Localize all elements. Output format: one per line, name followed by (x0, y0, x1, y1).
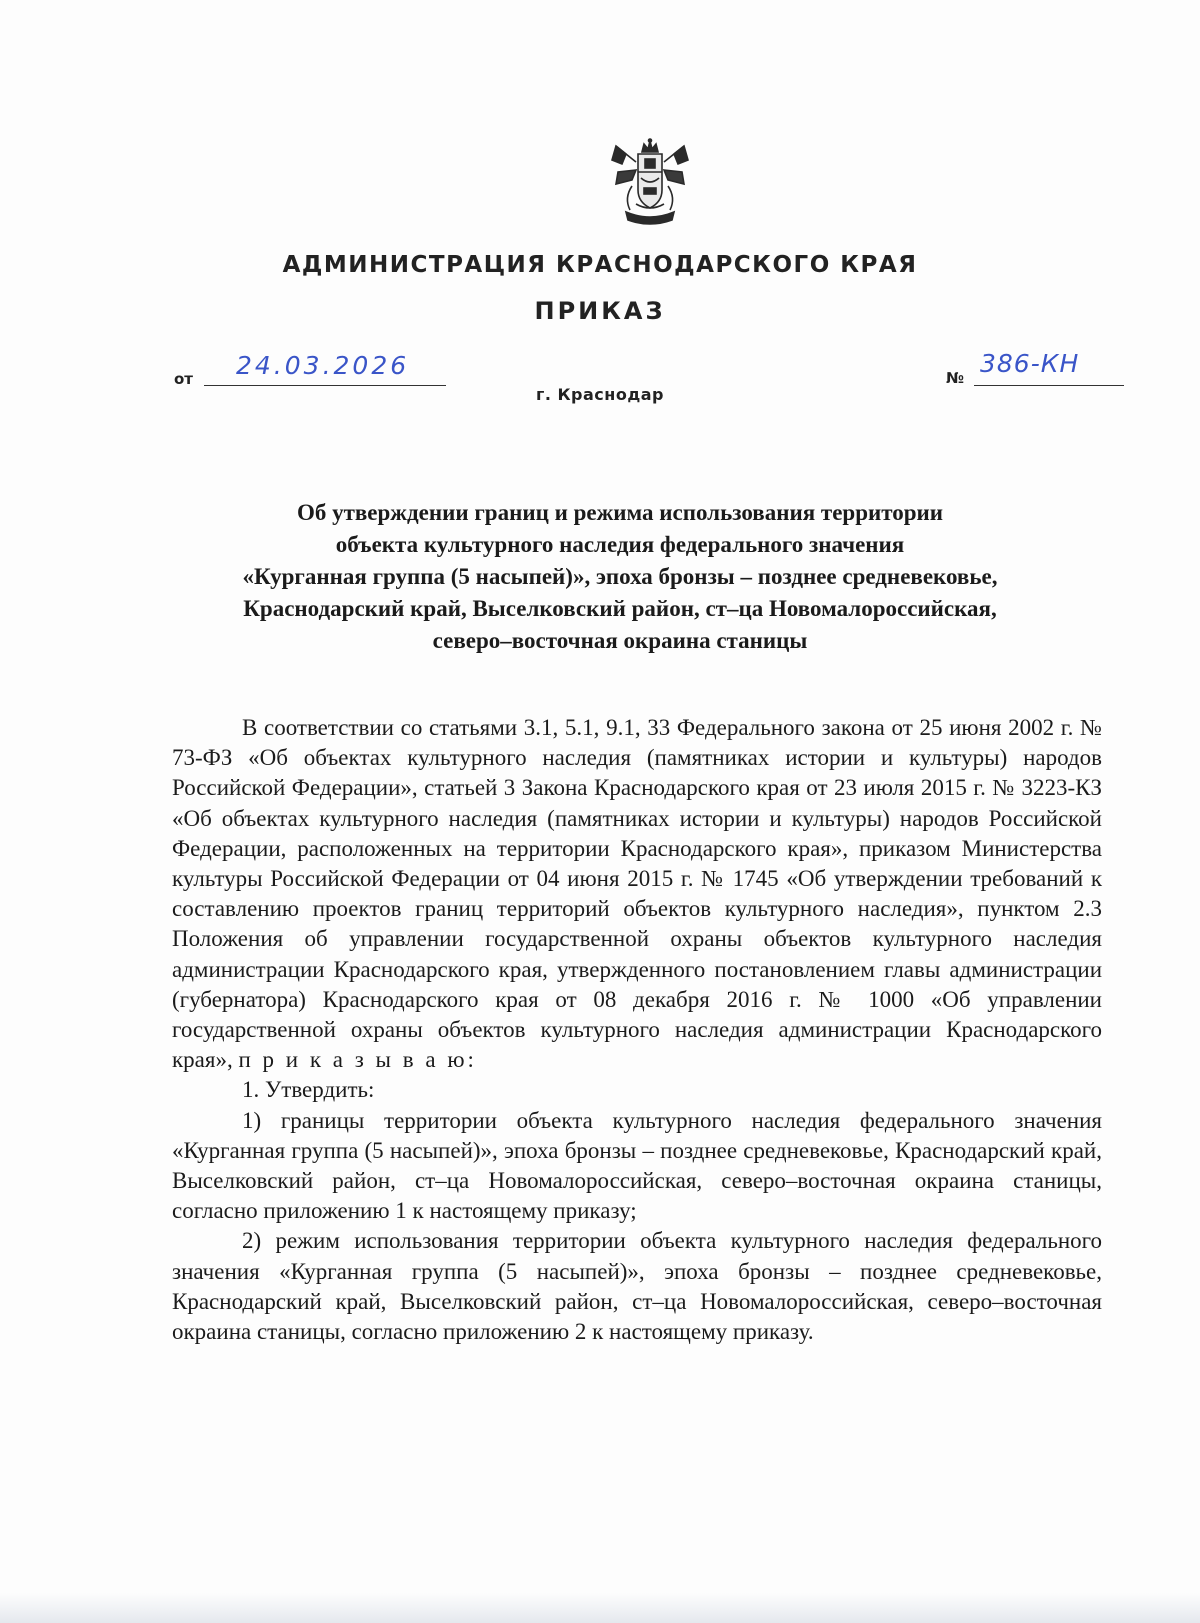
title-line: северо–восточная окраина станицы (432, 628, 808, 653)
item-1-2-paragraph: 2) режим использования территории объекта культурного наследия федерального значения «Курганная группа (5 насыпей)», эпоха бронзы – позднее средневековье, Краснодарский край, Выселковский район, ст–ца Новомалороссийская, северо–восточная окраина станицы, согласно приложению 2 к настоящему приказу. (172, 1228, 1102, 1345)
document-body (172, 713, 1102, 1347)
document-title (170, 497, 1070, 657)
coat-of-arms-icon (608, 138, 692, 230)
issuing-authority: АДМИНИСТРАЦИЯ КРАСНОДАРСКОГО КРАЯ (282, 252, 918, 278)
preamble-text: В соответствии со статьями 3.1, 5.1, 9.1, 33 Федерального закона от 25 июня 2002 г. № 73-ФЗ «Об объектах культурного наследия (памятниках истории и культуры) народов Российской Федерации», статьей 3 Закона Краснодарского края от 23 июля 2015 г. № 3223-КЗ «Об объектах культурного наследия (памятниках истории и культуры) народов Российской Федерации, расположенных на территории Краснодарского края», приказом Министерства культуры Российской Федерации от 04 июня 2015 г. № 1745 «Об утверждении требований к составлению проектов границ территорий объектов культурного наследия», пунктом 2.3 Положения об управлении государственной охраны объектов культурного наследия администрации Краснодарского края, утвержденного постановлением главы администрации (губернатора) Краснодарского края от 08 декабря 2016 г. № 1000 «Об управлении государственной охраны объектов культурного наследия администрации Краснодарского края», (172, 715, 1102, 1073)
date-label: от (174, 370, 193, 388)
city-name: г. Краснодар (535, 385, 665, 404)
order-word: п р и к а з ы в а ю: (238, 1047, 477, 1073)
item-1-paragraph: 1. Утвердить: (242, 1077, 375, 1103)
document-type: ПРИКАЗ (534, 297, 666, 325)
handwritten-number: 386-КН (980, 349, 1080, 378)
preamble-paragraph (172, 713, 1102, 1075)
title-line: Об утверждении границ и режима использования территории (296, 500, 944, 525)
number-label: № (946, 369, 965, 387)
title-line: Краснодарский край, Выселковский район, ст–ца Новомалороссийская, (243, 596, 997, 621)
title-line: «Курганная группа (5 насыпей)», эпоха бронзы – позднее средневековье, (242, 564, 998, 589)
title-line: объекта культурного наследия федерального значения (335, 532, 905, 557)
handwritten-date: 24.03.2026 (236, 351, 410, 380)
scan-edge-shadow (0, 1593, 1200, 1623)
item-1-1-paragraph: 1) границы территории объекта культурного наследия федерального значения «Курганная группа (5 насыпей)», эпоха бронзы – позднее средневековье, Краснодарский край, Выселковский район, ст–ца Новомалороссийская, северо–восточная окраина станицы, согласно приложению 1 к настоящему приказу; (172, 1107, 1102, 1224)
